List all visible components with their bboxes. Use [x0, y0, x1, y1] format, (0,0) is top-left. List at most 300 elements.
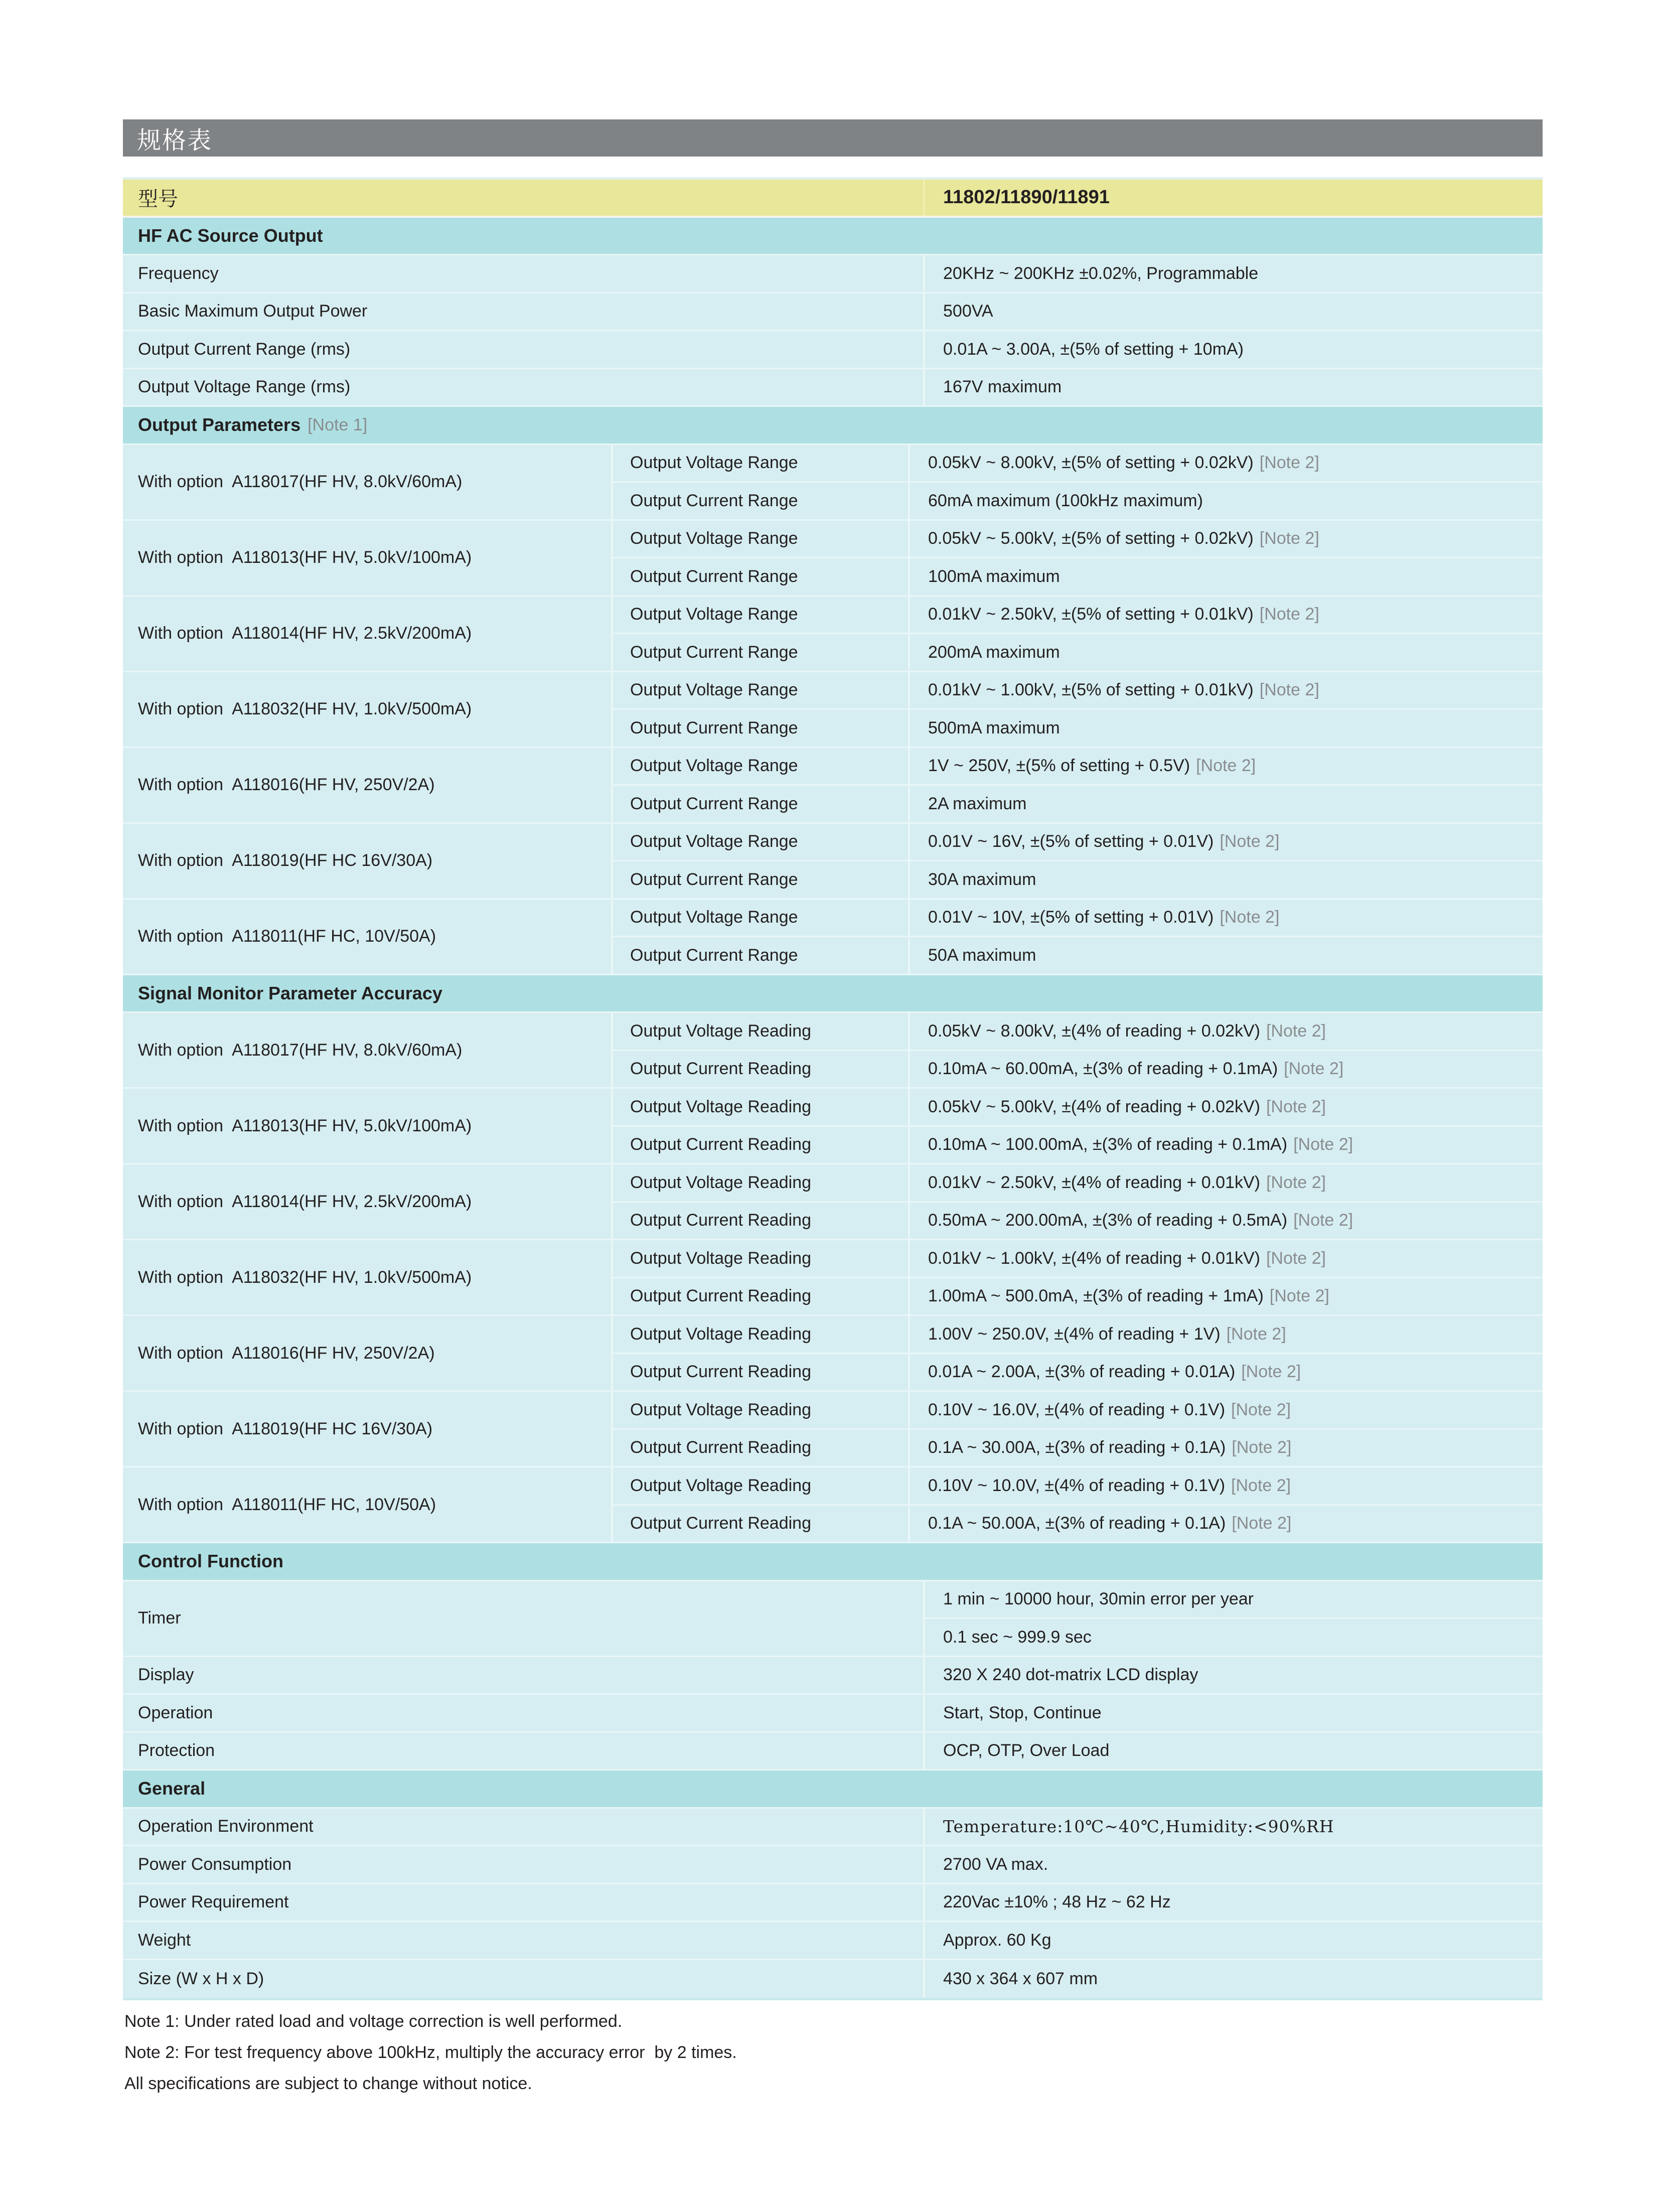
param-label: Output Current Reading [630, 1211, 811, 1230]
option-subrow [613, 1125, 1543, 1163]
spec-label: Output Voltage Range (rms) [138, 377, 351, 397]
section-title: Control Function [138, 1551, 283, 1572]
option-subrow [613, 597, 1543, 633]
spec-label-cell [123, 1733, 923, 1769]
param-label-cell [613, 786, 908, 822]
note-ref: [Note 2] [1259, 453, 1319, 473]
param-value-cell [908, 748, 1543, 785]
spec-value-cell [923, 331, 1543, 368]
param-value-cell [908, 521, 1543, 557]
option-group-row [123, 445, 1543, 521]
param-label: Output Voltage Reading [630, 1097, 812, 1116]
option-subrow [613, 1164, 1543, 1201]
model-row [123, 180, 1543, 218]
param-value-cell [908, 445, 1543, 482]
param-label-cell [613, 597, 908, 633]
option-subrows [611, 748, 1543, 822]
param-value: 0.1A ~ 30.00A, ±(3% of reading + 0.1A) [928, 1438, 1226, 1457]
section-header-row [123, 218, 1543, 256]
section-header-cell [123, 1543, 1543, 1580]
param-label-cell [613, 1278, 908, 1315]
param-label: Output Current Range [630, 642, 798, 662]
footnote-text: Note 2: For test frequency above 100kHz, multiply the accuracy error by 2 times. [124, 2042, 737, 2062]
option-subrow [613, 860, 1543, 898]
param-label: Output Voltage Reading [630, 1021, 812, 1041]
option-group-row [123, 748, 1543, 824]
spec-label: Display [138, 1665, 194, 1685]
note-ref: [Note 2] [1266, 1021, 1326, 1041]
spec-label-cell [123, 1695, 923, 1731]
spec-value-cell [923, 1960, 1543, 1998]
option-subrow [613, 1089, 1543, 1125]
spec-value-cell [923, 1695, 1543, 1731]
option-label: With option A118032(HF HV, 1.0kV/500mA) [138, 699, 472, 718]
param-value: 1V ~ 250V, ±(5% of setting + 0.5V) [928, 756, 1190, 776]
option-label-cell [123, 521, 611, 595]
param-value: 50A maximum [928, 945, 1036, 965]
option-subrow [613, 1504, 1543, 1542]
note-ref: [Note 2] [1220, 832, 1280, 851]
note-ref: [Note 2] [1259, 680, 1319, 700]
option-label-cell [123, 445, 611, 519]
footnote-line [124, 2037, 1544, 2068]
param-value-cell [908, 824, 1543, 860]
param-value: 1.00mA ~ 500.0mA, ±(3% of reading + 1mA) [928, 1286, 1264, 1306]
param-label: Output Current Reading [630, 1135, 811, 1154]
param-label: Output Current Reading [630, 1438, 811, 1457]
option-subrow [613, 1201, 1543, 1239]
spec-table [123, 177, 1543, 2000]
param-value-cell [908, 786, 1543, 822]
param-label: Output Current Reading [630, 1059, 811, 1079]
param-label-cell [613, 1203, 908, 1239]
option-subrows [611, 1013, 1543, 1087]
option-group-row [123, 900, 1543, 975]
param-value-cell [908, 1392, 1543, 1428]
option-subrows [611, 1392, 1543, 1466]
spec-value-cell [923, 1657, 1543, 1694]
spec-value: 2700 VA max. [943, 1854, 1048, 1874]
spec-value: 20KHz ~ 200KHz ±0.02%, Programmable [943, 263, 1259, 283]
option-subrow [613, 1316, 1543, 1353]
option-subrow [613, 445, 1543, 482]
spec-value: 167V maximum [943, 377, 1062, 397]
option-group-row [123, 597, 1543, 672]
param-value: 0.01V ~ 16V, ±(5% of setting + 0.01V) [928, 832, 1214, 851]
option-label-cell [123, 1240, 611, 1314]
option-subrow [613, 708, 1543, 747]
note-ref: [Note 2] [1266, 1172, 1326, 1192]
spec-value-cell [923, 1922, 1543, 1959]
option-subrows [611, 1467, 1543, 1542]
option-label: With option A118016(HF HV, 250V/2A) [138, 775, 435, 794]
option-subrows [611, 1089, 1543, 1163]
param-label: Output Current Range [630, 491, 798, 510]
option-label-cell [123, 672, 611, 747]
param-label: Output Current Range [630, 945, 798, 965]
option-subrows [611, 597, 1543, 671]
spec-label-cell [123, 1581, 923, 1656]
param-label-cell [613, 1051, 908, 1088]
spec-row [123, 1733, 1543, 1771]
option-label: With option A118032(HF HV, 1.0kV/500mA) [138, 1267, 472, 1287]
option-label-cell [123, 1316, 611, 1390]
param-value: 0.01V ~ 10V, ±(5% of setting + 0.01V) [928, 908, 1214, 927]
multi-subrow [925, 1581, 1543, 1618]
footnote-line [124, 2068, 1544, 2099]
spec-row [123, 1657, 1543, 1695]
section-header-cell [123, 1771, 1543, 1807]
model-value-cell [923, 180, 1543, 216]
param-label-cell [613, 558, 908, 595]
spec-row [123, 1695, 1543, 1733]
spec-row [123, 1960, 1543, 1998]
param-value-cell [908, 1013, 1543, 1050]
param-label-cell [613, 900, 908, 936]
spec-value: Start, Stop, Continue [943, 1703, 1102, 1722]
footnotes [124, 2006, 1544, 2099]
note-ref: [Note 2] [1269, 1286, 1329, 1306]
param-value: 0.01kV ~ 2.50kV, ±(5% of setting + 0.01kV) [928, 605, 1254, 624]
option-subrow [613, 1392, 1543, 1428]
param-value: 100mA maximum [928, 566, 1060, 586]
note-ref: [Note 2] [1284, 1059, 1344, 1079]
param-label: Output Voltage Reading [630, 1324, 812, 1344]
param-value: 0.05kV ~ 5.00kV, ±(5% of setting + 0.02kV) [928, 529, 1254, 548]
section-header-cell [123, 218, 1543, 254]
param-label: Output Voltage Range [630, 832, 798, 851]
option-label: With option A118019(HF HC 16V/30A) [138, 851, 433, 870]
param-value: 0.10V ~ 10.0V, ±(4% of reading + 0.1V) [928, 1476, 1226, 1495]
spec-value-cell [923, 293, 1543, 330]
model-label: 型号 [138, 188, 178, 211]
option-subrow [613, 1050, 1543, 1088]
spec-row [123, 331, 1543, 369]
spec-value: 0.01A ~ 3.00A, ±(5% of setting + 10mA) [943, 339, 1244, 359]
option-subrow [613, 784, 1543, 822]
option-subrows [611, 1316, 1543, 1390]
spec-value: Approx. 60 Kg [943, 1930, 1051, 1950]
option-label: With option A118019(HF HC 16V/30A) [138, 1419, 433, 1438]
spec-label-cell [123, 1922, 923, 1959]
param-label: Output Current Reading [630, 1286, 811, 1306]
spec-label: Power Consumption [138, 1854, 292, 1874]
option-subrow [613, 748, 1543, 785]
param-label-cell [613, 861, 908, 898]
param-value-cell [908, 1240, 1543, 1277]
option-label: With option A118014(HF HV, 2.5kV/200mA) [138, 624, 472, 643]
param-label-cell [613, 1240, 908, 1277]
spec-row [123, 1846, 1543, 1884]
param-value: 0.01kV ~ 1.00kV, ±(5% of setting + 0.01kV) [928, 680, 1254, 700]
param-value-cell [908, 900, 1543, 936]
spec-value-cell [923, 1733, 1543, 1769]
spec-label: Basic Maximum Output Power [138, 302, 368, 321]
option-label-cell [123, 1392, 611, 1466]
option-label: With option A118013(HF HV, 5.0kV/100mA) [138, 1116, 472, 1135]
param-label: Output Voltage Range [630, 605, 798, 624]
note-ref: [Note 2] [1293, 1135, 1353, 1154]
option-subrow [613, 1240, 1543, 1277]
note-ref: [Note 2] [1266, 1248, 1326, 1268]
option-subrow [613, 557, 1543, 595]
option-label-cell [123, 824, 611, 898]
option-group-row [123, 1089, 1543, 1164]
spec-label-cell [123, 1657, 923, 1694]
spec-label: Operation Environment [138, 1817, 314, 1836]
param-value-cell [908, 1354, 1543, 1391]
spec-value: Temperature:10℃~40℃,Humidity:<90%RH [943, 1817, 1334, 1837]
note-ref: [Note 2] [1241, 1362, 1301, 1382]
footnote-line [124, 2006, 1544, 2037]
spec-row [123, 1922, 1543, 1960]
option-subrow [613, 1467, 1543, 1504]
section-header-row [123, 975, 1543, 1013]
option-label-cell [123, 1164, 611, 1239]
spec-label-cell [123, 1809, 923, 1845]
param-value-cell [908, 1089, 1543, 1125]
option-group-row [123, 1164, 1543, 1240]
param-label-cell [613, 1089, 908, 1125]
param-label-cell [613, 445, 908, 482]
param-label: Output Voltage Reading [630, 1248, 812, 1268]
spec-label: Protection [138, 1741, 215, 1760]
param-label-cell [613, 748, 908, 785]
spec-label-cell [123, 293, 923, 330]
spec-label-cell [123, 1846, 923, 1883]
section-title: Output Parameters [138, 414, 301, 435]
spec-value: 500VA [943, 302, 993, 321]
option-label: With option A118017(HF HV, 8.0kV/60mA) [138, 472, 463, 491]
param-label-cell [613, 1467, 908, 1504]
note-ref: [Note 2] [1220, 908, 1280, 927]
multi-value-row [123, 1581, 1543, 1657]
param-label: Output Current Range [630, 718, 798, 738]
param-value-cell [908, 861, 1543, 898]
model-label-cell [123, 180, 923, 216]
param-value: 2A maximum [928, 794, 1027, 813]
param-label-cell [613, 672, 908, 709]
param-label-cell [613, 1430, 908, 1466]
option-label: With option A118016(HF HV, 250V/2A) [138, 1343, 435, 1363]
param-label-cell [613, 1354, 908, 1391]
param-value-cell [908, 1430, 1543, 1466]
page-title-bar [123, 119, 1543, 157]
option-label-cell [123, 1013, 611, 1087]
param-value-cell [908, 672, 1543, 709]
page-title: 规格表 [137, 127, 213, 154]
footnote-text: Note 1: Under rated load and voltage correction is well performed. [124, 2011, 623, 2031]
spec-label: Timer [138, 1608, 181, 1628]
option-subrow [613, 936, 1543, 974]
param-label-cell [613, 1164, 908, 1201]
spec-value: OCP, OTP, Over Load [943, 1741, 1110, 1760]
param-value: 1.00V ~ 250.0V, ±(4% of reading + 1V) [928, 1324, 1221, 1344]
param-value-cell [908, 597, 1543, 633]
param-label-cell [613, 710, 908, 747]
option-group-row [123, 521, 1543, 597]
option-label-cell [123, 900, 611, 974]
note-ref: [Note 2] [1259, 605, 1319, 624]
section-header-cell [123, 407, 1543, 444]
spec-label-cell [123, 255, 923, 292]
param-label: Output Voltage Reading [630, 1172, 812, 1192]
param-value: 60mA maximum (100kHz maximum) [928, 491, 1203, 510]
param-label-cell [613, 1316, 908, 1353]
option-label: With option A118011(HF HC, 10V/50A) [138, 927, 436, 946]
spec-row [123, 255, 1543, 293]
footnote-text: All specifications are subject to change without notice. [124, 2074, 532, 2093]
spec-value-cell [923, 1846, 1543, 1883]
param-value: 0.1A ~ 50.00A, ±(3% of reading + 0.1A) [928, 1514, 1226, 1533]
note-ref: [Note 2] [1232, 1438, 1292, 1457]
section-header-cell [123, 975, 1543, 1012]
option-label-cell [123, 1089, 611, 1163]
param-label-cell [613, 1127, 908, 1163]
param-value-cell [908, 1203, 1543, 1239]
spec-value-cell [923, 1884, 1543, 1921]
section-header-row [123, 407, 1543, 445]
spec-label-cell [123, 1960, 923, 1998]
param-label: Output Current Range [630, 869, 798, 889]
param-label-cell [613, 1506, 908, 1542]
multi-subrows [923, 1581, 1543, 1656]
param-value: 0.01kV ~ 2.50kV, ±(4% of reading + 0.01kV) [928, 1172, 1260, 1192]
param-value-cell [908, 1467, 1543, 1504]
param-value: 0.01kV ~ 1.00kV, ±(4% of reading + 0.01kV) [928, 1248, 1260, 1268]
option-subrows [611, 1164, 1543, 1239]
option-subrows [611, 824, 1543, 898]
param-value: 500mA maximum [928, 718, 1060, 738]
option-label-cell [123, 597, 611, 671]
note-ref: [Note 2] [1231, 1476, 1291, 1495]
param-value-cell [908, 558, 1543, 595]
section-note-ref: [Note 1] [308, 415, 368, 434]
option-subrows [611, 900, 1543, 974]
param-value-cell [908, 937, 1543, 974]
spec-row [123, 369, 1543, 407]
option-subrows [611, 521, 1543, 595]
spec-row [123, 1809, 1543, 1847]
param-label-cell [613, 824, 908, 860]
param-value: 200mA maximum [928, 642, 1060, 662]
param-label-cell [613, 483, 908, 519]
note-ref: [Note 2] [1232, 1514, 1292, 1533]
spec-label: Operation [138, 1703, 213, 1722]
option-group-row [123, 672, 1543, 748]
param-label: Output Voltage Range [630, 453, 798, 473]
option-group-row [123, 1013, 1543, 1089]
spec-value-cell [923, 369, 1543, 406]
option-label: With option A118013(HF HV, 5.0kV/100mA) [138, 548, 472, 567]
param-value-cell [908, 1164, 1543, 1201]
param-value-cell [908, 483, 1543, 519]
option-subrow [613, 900, 1543, 936]
section-header-row [123, 1771, 1543, 1809]
option-subrow [613, 1353, 1543, 1391]
option-subrow [613, 1013, 1543, 1050]
spec-row [123, 293, 1543, 332]
section-title: HF AC Source Output [138, 225, 323, 246]
section-title: Signal Monitor Parameter Accuracy [138, 982, 442, 1003]
param-label: Output Voltage Reading [630, 1476, 812, 1495]
param-label-cell [613, 521, 908, 557]
param-label: Output Current Range [630, 794, 798, 813]
param-value: 0.10mA ~ 60.00mA, ±(3% of reading + 0.1mA) [928, 1059, 1278, 1079]
spec-label-cell [123, 369, 923, 406]
param-value-cell [908, 1278, 1543, 1315]
param-label: Output Current Reading [630, 1514, 811, 1533]
spec-value: 1 min ~ 10000 hour, 30min error per year [943, 1589, 1254, 1609]
spec-value-cell [923, 255, 1543, 292]
spec-row [123, 1884, 1543, 1923]
param-value: 0.10V ~ 16.0V, ±(4% of reading + 0.1V) [928, 1400, 1226, 1419]
param-label-cell [613, 1013, 908, 1050]
param-value-cell [908, 710, 1543, 747]
option-label: With option A118017(HF HV, 8.0kV/60mA) [138, 1040, 463, 1060]
param-value: 0.05kV ~ 5.00kV, ±(4% of reading + 0.02kV) [928, 1097, 1260, 1116]
option-subrow [613, 1428, 1543, 1466]
spec-label: Weight [138, 1930, 191, 1950]
option-group-row [123, 1467, 1543, 1543]
spec-label: Output Current Range (rms) [138, 339, 351, 359]
note-ref: [Note 2] [1226, 1324, 1286, 1344]
option-subrows [611, 1240, 1543, 1314]
param-value-cell [908, 634, 1543, 671]
param-label: Output Voltage Range [630, 680, 798, 700]
option-label: With option A118011(HF HC, 10V/50A) [138, 1495, 436, 1514]
option-subrows [611, 672, 1543, 747]
spec-value-cell [925, 1581, 1543, 1618]
option-subrows [611, 445, 1543, 519]
param-value: 0.01A ~ 2.00A, ±(3% of reading + 0.01A) [928, 1362, 1236, 1382]
param-label: Output Current Range [630, 566, 798, 586]
spec-label: Size (W x H x D) [138, 1969, 264, 1988]
option-subrow [613, 521, 1543, 557]
spec-value: 0.1 sec ~ 999.9 sec [943, 1627, 1092, 1647]
spec-label-cell [123, 331, 923, 368]
multi-subrow [925, 1617, 1543, 1656]
model-value: 11802/11890/11891 [943, 187, 1110, 208]
param-value: 0.05kV ~ 8.00kV, ±(5% of setting + 0.02kV) [928, 453, 1254, 473]
param-label: Output Voltage Range [630, 908, 798, 927]
note-ref: [Note 2] [1266, 1097, 1326, 1116]
param-value-cell [908, 1051, 1543, 1088]
option-label-cell [123, 748, 611, 822]
option-label-cell [123, 1467, 611, 1542]
param-value: 0.10mA ~ 100.00mA, ±(3% of reading + 0.1mA) [928, 1135, 1288, 1154]
option-group-row [123, 1392, 1543, 1467]
spec-label: Power Requirement [138, 1892, 289, 1912]
param-value-cell [908, 1316, 1543, 1353]
option-group-row [123, 1316, 1543, 1392]
param-label: Output Voltage Range [630, 756, 798, 776]
spec-value: 220Vac ±10% ; 48 Hz ~ 62 Hz [943, 1892, 1171, 1912]
param-label-cell [613, 1392, 908, 1428]
spec-value: 320 X 240 dot-matrix LCD display [943, 1665, 1198, 1685]
option-subrow [613, 633, 1543, 671]
param-label: Output Voltage Range [630, 529, 798, 548]
param-label-cell [613, 634, 908, 671]
note-ref: [Note 2] [1259, 529, 1319, 548]
note-ref: [Note 2] [1231, 1400, 1291, 1419]
param-value-cell [908, 1127, 1543, 1163]
option-label: With option A118014(HF HV, 2.5kV/200mA) [138, 1192, 472, 1211]
param-value-cell [908, 1506, 1543, 1542]
option-group-row [123, 1240, 1543, 1316]
option-subrow [613, 481, 1543, 519]
param-label-cell [613, 937, 908, 974]
